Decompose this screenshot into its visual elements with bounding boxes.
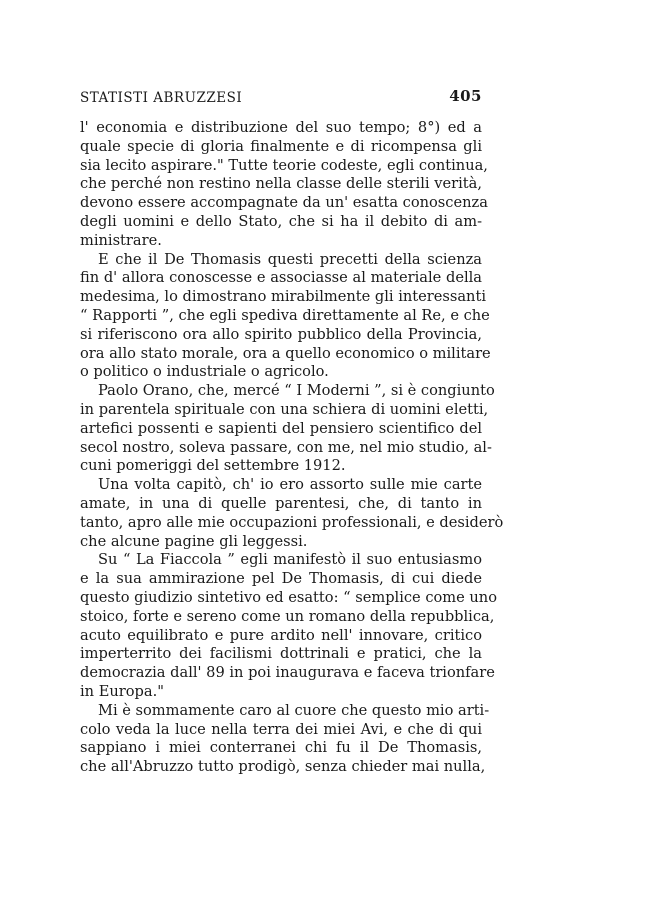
text-line: che perché non restino nella classe delle sterili verità, <box>80 175 482 193</box>
text-line: secol nostro, soleva passare, con me, nel mio studio, al- <box>80 438 492 456</box>
text-line: colo veda la luce nella terra dei miei Avi, e che di qui <box>80 720 482 738</box>
text-line: fin d' allora conoscesse e associasse al materiale della <box>80 269 482 287</box>
text-line: devono essere accompagnate da un' esatta conoscenza <box>80 194 488 212</box>
text-line: imperterrito dei facilismi dottrinali e pratici, che la <box>80 645 482 663</box>
text-line: democrazia dall' 89 in poi inaugurava e faceva trionfare <box>80 664 495 682</box>
running-header <box>80 87 482 110</box>
text-line: e la sua ammirazione pel De Thomasis, di cui diede <box>80 570 482 588</box>
text-line: sappiano i miei conterranei chi fu il De Thomasis, <box>80 739 482 757</box>
text-line: questo giudizio sintetivo ed esatto: “ semplice come uno <box>80 588 497 606</box>
text-line: sia lecito aspirare." Tutte teorie codeste, egli continua, <box>80 156 488 174</box>
text-line: amate, in una di quelle parentesi, che, di tanto in <box>80 494 482 512</box>
running-title: STATISTI ABRUZZESI <box>80 90 243 106</box>
body-text <box>80 119 504 777</box>
text-line: in parentela spirituale con una schiera di uomini eletti, <box>80 400 489 418</box>
text-line: si riferiscono ora allo spirito pubblico della Provincia, <box>80 325 482 343</box>
text-line: che all'Abruzzo tutto prodigò, senza chieder mai nulla, <box>80 758 486 776</box>
text-line: ora allo stato morale, ora a quello economico o militare <box>80 344 491 362</box>
text-line: E che il De Thomasis questi precetti della scienza <box>98 250 482 268</box>
text-line: “ Rapporti ”, che egli spediva direttamente al Re, e che <box>80 306 490 324</box>
text-line: degli uomini e dello Stato, che si ha il debito di am- <box>80 212 482 230</box>
text-line: Mi è sommamente caro al cuore che questo mio arti- <box>98 701 490 719</box>
text-line: o politico o industriale o agricolo. <box>80 363 329 381</box>
text-line: tanto, apro alle mie occupazioni professionali, e desiderò <box>80 513 504 531</box>
text-line: quale specie di gloria finalmente e di ricompensa gli <box>80 137 482 155</box>
text-line: artefici possenti e sapienti del pensiero scientifico del <box>80 419 482 437</box>
text-line: cuni pomeriggi del settembre 1912. <box>80 457 346 475</box>
text-line: ministrare. <box>80 231 162 249</box>
page-number: 405 <box>449 87 482 105</box>
text-line: Paolo Orano, che, mercé “ I Moderni ”, si è congiunto <box>98 382 495 400</box>
text-line: Una volta capitò, ch' io ero assorto sulle mie carte <box>98 476 482 494</box>
text-line: che alcune pagine gli leggessi. <box>80 532 308 550</box>
text-line: medesima, lo dimostrano mirabilmente gli interessanti <box>80 288 486 306</box>
text-line: stoico, forte e sereno come un romano della repubblica, <box>80 607 495 625</box>
text-line: Su “ La Fiaccola ” egli manifestò il suo entusiasmo <box>98 551 482 569</box>
text-line: in Europa." <box>80 682 164 700</box>
text-line: l' economia e distribuzione del suo tempo; 8°) ed a <box>80 119 482 136</box>
text-line: acuto equilibrato e pure ardito nell' innovare, critico <box>80 626 482 644</box>
